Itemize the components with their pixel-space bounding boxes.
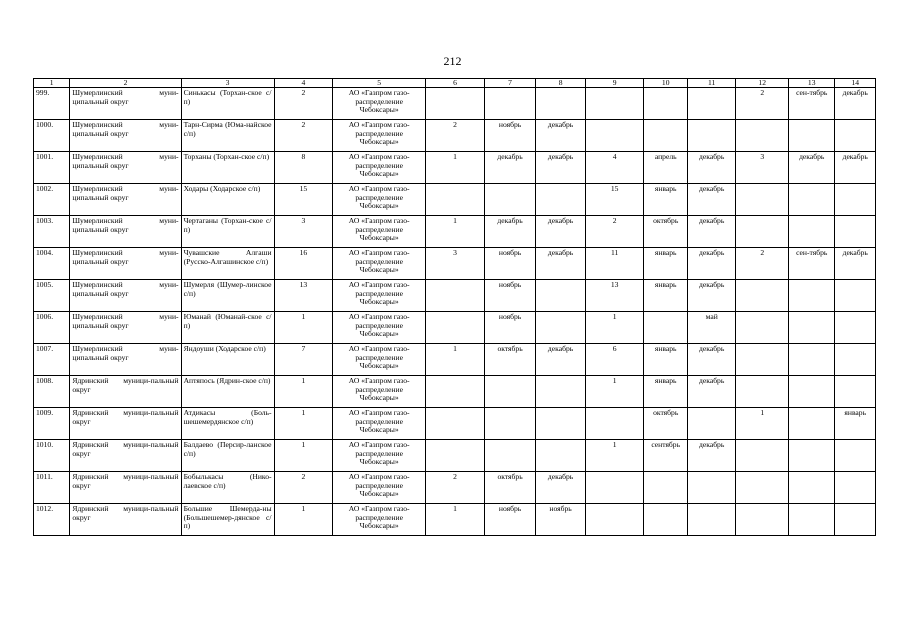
table-cell: 999. bbox=[34, 88, 70, 120]
table-cell: Ядринский муници-пальный округ bbox=[70, 472, 181, 504]
table-cell bbox=[536, 184, 586, 216]
table-cell: Шумерлинский муни-ципальный округ bbox=[70, 184, 181, 216]
table-cell: декабрь bbox=[536, 120, 586, 152]
table-cell: декабрь bbox=[788, 152, 834, 184]
table-cell: 1 bbox=[736, 408, 789, 440]
table-cell: 16 bbox=[274, 248, 333, 280]
table-cell: декабрь bbox=[484, 152, 536, 184]
table-cell: Шумерлинский муни-ципальный округ bbox=[70, 152, 181, 184]
table-cell: 3 bbox=[736, 152, 789, 184]
table-cell: 15 bbox=[274, 184, 333, 216]
table-cell: 1 bbox=[426, 504, 485, 536]
table-row bbox=[34, 216, 876, 248]
table-cell bbox=[536, 408, 586, 440]
table-cell: декабрь bbox=[687, 248, 736, 280]
table-cell: 15 bbox=[585, 184, 644, 216]
column-header: 14 bbox=[835, 79, 876, 88]
table-cell bbox=[644, 312, 687, 344]
data-table bbox=[33, 78, 876, 536]
table-cell: 13 bbox=[274, 280, 333, 312]
table-cell: АО «Газпром газо-распределение Чебоксары» bbox=[333, 120, 426, 152]
table-cell: 1 bbox=[274, 312, 333, 344]
table-row bbox=[34, 408, 876, 440]
table-cell: АО «Газпром газо-распределение Чебоксары» bbox=[333, 280, 426, 312]
table-cell: АО «Газпром газо-распределение Чебоксары» bbox=[333, 248, 426, 280]
table-cell bbox=[736, 120, 789, 152]
table-cell: Бобылькасы (Нико-лаевское с/п) bbox=[181, 472, 274, 504]
table-cell: Чувашские Алгаши (Русско-Алгашинское с/п) bbox=[181, 248, 274, 280]
table-cell: АО «Газпром газо-распределение Чебоксары» bbox=[333, 88, 426, 120]
table-cell bbox=[788, 504, 834, 536]
table-cell: сен-тябрь bbox=[788, 88, 834, 120]
table-cell bbox=[484, 88, 536, 120]
table-cell bbox=[835, 120, 876, 152]
table-cell: сен-тябрь bbox=[788, 248, 834, 280]
table-cell: 6 bbox=[585, 344, 644, 376]
table-cell bbox=[585, 504, 644, 536]
table-cell: декабрь bbox=[536, 344, 586, 376]
table-cell bbox=[687, 408, 736, 440]
table-cell: Шумерлинский муни-ципальный округ bbox=[70, 280, 181, 312]
table-cell bbox=[536, 440, 586, 472]
table-cell: 3 bbox=[426, 248, 485, 280]
table-cell bbox=[736, 216, 789, 248]
column-header: 12 bbox=[736, 79, 789, 88]
table-cell bbox=[687, 472, 736, 504]
table-cell: 2 bbox=[426, 120, 485, 152]
table-cell: 1001. bbox=[34, 152, 70, 184]
table-cell: АО «Газпром газо-распределение Чебоксары» bbox=[333, 312, 426, 344]
table-cell: 1 bbox=[274, 504, 333, 536]
table-cell: 2 bbox=[736, 248, 789, 280]
table-cell: 8 bbox=[274, 152, 333, 184]
table-cell bbox=[788, 280, 834, 312]
column-header: 2 bbox=[70, 79, 181, 88]
table-cell: Шумерлинский муни-ципальный округ bbox=[70, 312, 181, 344]
table-cell: Шумерлинский муни-ципальный округ bbox=[70, 344, 181, 376]
table-row bbox=[34, 152, 876, 184]
table-cell: 1 bbox=[585, 440, 644, 472]
table-cell bbox=[644, 472, 687, 504]
table-cell: 1011. bbox=[34, 472, 70, 504]
column-header: 13 bbox=[788, 79, 834, 88]
table-cell bbox=[736, 312, 789, 344]
table-cell: АО «Газпром газо-распределение Чебоксары» bbox=[333, 152, 426, 184]
table-cell: Шумерля (Шумер-линское с/п) bbox=[181, 280, 274, 312]
table-cell: 1005. bbox=[34, 280, 70, 312]
table-cell: декабрь bbox=[687, 184, 736, 216]
table-cell: 1008. bbox=[34, 376, 70, 408]
table-cell bbox=[585, 88, 644, 120]
table-cell: АО «Газпром газо-распределение Чебоксары» bbox=[333, 344, 426, 376]
table-cell: АО «Газпром газо-распределение Чебоксары» bbox=[333, 472, 426, 504]
table-cell: декабрь bbox=[484, 216, 536, 248]
table-cell: 4 bbox=[585, 152, 644, 184]
table-cell: Яндоуши (Ходарское с/п) bbox=[181, 344, 274, 376]
table-cell: АО «Газпром газо-распределение Чебоксары» bbox=[333, 184, 426, 216]
table-cell: декабрь bbox=[687, 216, 736, 248]
table-row bbox=[34, 184, 876, 216]
table-cell: декабрь bbox=[687, 440, 736, 472]
table-cell bbox=[736, 184, 789, 216]
table-body bbox=[34, 88, 876, 536]
column-header: 7 bbox=[484, 79, 536, 88]
table-cell bbox=[585, 120, 644, 152]
table-cell: 1009. bbox=[34, 408, 70, 440]
table-cell: 2 bbox=[426, 472, 485, 504]
table-cell: декабрь bbox=[835, 248, 876, 280]
table-cell bbox=[835, 216, 876, 248]
table-cell: декабрь bbox=[835, 152, 876, 184]
table-cell bbox=[426, 280, 485, 312]
table-row bbox=[34, 376, 876, 408]
table-cell: октябрь bbox=[484, 472, 536, 504]
table-cell: январь bbox=[644, 376, 687, 408]
table-cell bbox=[788, 184, 834, 216]
table-cell: ноябрь bbox=[484, 120, 536, 152]
column-header: 6 bbox=[426, 79, 485, 88]
table-cell: Шумерлинский муни-ципальный округ bbox=[70, 88, 181, 120]
table-cell: ноябрь bbox=[484, 504, 536, 536]
table-row bbox=[34, 440, 876, 472]
table-cell: май bbox=[687, 312, 736, 344]
table-cell: 13 bbox=[585, 280, 644, 312]
table-cell: ноябрь bbox=[536, 504, 586, 536]
table-cell bbox=[536, 376, 586, 408]
table-cell bbox=[835, 376, 876, 408]
table-cell: 1 bbox=[426, 152, 485, 184]
table-cell: 11 bbox=[585, 248, 644, 280]
table-cell: Атдикасы (Боль-шешемердянское с/п) bbox=[181, 408, 274, 440]
header-row bbox=[34, 79, 876, 88]
table-cell: ноябрь bbox=[484, 312, 536, 344]
table-cell: Шумерлинский муни-ципальный округ bbox=[70, 248, 181, 280]
table-cell: 1 bbox=[426, 344, 485, 376]
column-header: 1 bbox=[34, 79, 70, 88]
table-cell bbox=[835, 504, 876, 536]
table-row bbox=[34, 472, 876, 504]
table-cell: 1 bbox=[274, 376, 333, 408]
table-cell: Балдаево (Персир-ланское с/п) bbox=[181, 440, 274, 472]
table-cell: ноябрь bbox=[484, 280, 536, 312]
table-cell: Аптяпось (Ядрин-ское с/п) bbox=[181, 376, 274, 408]
table-cell bbox=[426, 440, 485, 472]
table-cell: декабрь bbox=[536, 152, 586, 184]
table-cell: январь bbox=[644, 280, 687, 312]
table-cell: декабрь bbox=[835, 88, 876, 120]
table-cell bbox=[788, 408, 834, 440]
table-cell: Торханы (Торхан-ское с/п) bbox=[181, 152, 274, 184]
column-header: 10 bbox=[644, 79, 687, 88]
table-row bbox=[34, 312, 876, 344]
table-cell bbox=[736, 440, 789, 472]
table-cell: 2 bbox=[274, 472, 333, 504]
table-cell: Шумерлинский муни-ципальный округ bbox=[70, 120, 181, 152]
table-cell: октябрь bbox=[644, 408, 687, 440]
column-header: 3 bbox=[181, 79, 274, 88]
table-cell: 3 bbox=[274, 216, 333, 248]
table-cell: Большие Шемерда-ны (Большешемер-дянское с/п) bbox=[181, 504, 274, 536]
table-cell: 1 bbox=[426, 216, 485, 248]
table-cell: Ядринский муници-пальный округ bbox=[70, 408, 181, 440]
table-cell: 7 bbox=[274, 344, 333, 376]
table-cell: 1 bbox=[585, 376, 644, 408]
table-cell: АО «Газпром газо-распределение Чебоксары» bbox=[333, 504, 426, 536]
table-cell: Ходары (Ходарское с/п) bbox=[181, 184, 274, 216]
table-cell bbox=[687, 88, 736, 120]
table-cell: 1 bbox=[274, 408, 333, 440]
table-cell: декабрь bbox=[687, 280, 736, 312]
table-cell: апрель bbox=[644, 152, 687, 184]
table-cell: Шумерлинский муни-ципальный округ bbox=[70, 216, 181, 248]
table-row bbox=[34, 280, 876, 312]
table-cell bbox=[835, 184, 876, 216]
table-cell: АО «Газпром газо-распределение Чебоксары» bbox=[333, 440, 426, 472]
table-cell bbox=[788, 312, 834, 344]
page-number: 212 bbox=[443, 54, 462, 68]
table-cell: ноябрь bbox=[484, 248, 536, 280]
table-cell: Ядринский муници-пальный округ bbox=[70, 440, 181, 472]
table-cell bbox=[536, 88, 586, 120]
table-cell bbox=[835, 472, 876, 504]
table-header bbox=[34, 79, 876, 88]
table-cell bbox=[788, 376, 834, 408]
table-cell bbox=[644, 88, 687, 120]
table-cell: декабрь bbox=[687, 376, 736, 408]
column-header: 5 bbox=[333, 79, 426, 88]
table-row bbox=[34, 248, 876, 280]
table-cell: январь bbox=[644, 344, 687, 376]
table-cell bbox=[736, 504, 789, 536]
table-cell: январь bbox=[644, 248, 687, 280]
table-cell: 1002. bbox=[34, 184, 70, 216]
column-header: 8 bbox=[536, 79, 586, 88]
table-cell: Чертаганы (Торхан-ское с/п) bbox=[181, 216, 274, 248]
table-cell bbox=[426, 312, 485, 344]
table-cell bbox=[736, 280, 789, 312]
table-cell: 1012. bbox=[34, 504, 70, 536]
table-cell bbox=[687, 504, 736, 536]
table-cell: октябрь bbox=[484, 344, 536, 376]
table-cell bbox=[484, 408, 536, 440]
table-cell bbox=[835, 280, 876, 312]
column-header: 9 bbox=[585, 79, 644, 88]
table-cell bbox=[788, 472, 834, 504]
table-cell: 1007. bbox=[34, 344, 70, 376]
table-cell bbox=[687, 120, 736, 152]
table-cell: 1000. bbox=[34, 120, 70, 152]
table-cell bbox=[788, 120, 834, 152]
column-header: 4 bbox=[274, 79, 333, 88]
table-cell: Ядринский муници-пальный округ bbox=[70, 376, 181, 408]
table-cell bbox=[426, 88, 485, 120]
table-cell bbox=[736, 376, 789, 408]
table-cell: 2 bbox=[736, 88, 789, 120]
table-cell: 2 bbox=[274, 120, 333, 152]
table-cell bbox=[835, 440, 876, 472]
table-cell bbox=[536, 312, 586, 344]
table-cell bbox=[788, 216, 834, 248]
table-cell bbox=[426, 408, 485, 440]
table-cell bbox=[484, 376, 536, 408]
table-cell: декабрь bbox=[687, 344, 736, 376]
table-cell: Юманай (Юманай-ское с/п) bbox=[181, 312, 274, 344]
table-row bbox=[34, 344, 876, 376]
table-cell: Синькасы (Торхан-ское с/п) bbox=[181, 88, 274, 120]
table-cell: январь bbox=[644, 184, 687, 216]
table-cell: октябрь bbox=[644, 216, 687, 248]
table-cell: 2 bbox=[274, 88, 333, 120]
table-cell bbox=[536, 280, 586, 312]
table-cell bbox=[426, 184, 485, 216]
table-cell bbox=[644, 504, 687, 536]
table-cell: Тарн-Сирма (Юма-найское с/п) bbox=[181, 120, 274, 152]
table-cell: 1 bbox=[585, 312, 644, 344]
table-cell bbox=[736, 472, 789, 504]
table-cell bbox=[484, 184, 536, 216]
table-cell bbox=[835, 344, 876, 376]
table-cell bbox=[736, 344, 789, 376]
table-cell bbox=[788, 440, 834, 472]
table-cell: декабрь bbox=[536, 248, 586, 280]
table-row bbox=[34, 88, 876, 120]
table-cell bbox=[585, 408, 644, 440]
table-cell: сентябрь bbox=[644, 440, 687, 472]
table-cell: декабрь bbox=[536, 216, 586, 248]
table-cell bbox=[644, 120, 687, 152]
table-cell: АО «Газпром газо-распределение Чебоксары» bbox=[333, 216, 426, 248]
table-cell bbox=[585, 472, 644, 504]
table-row bbox=[34, 504, 876, 536]
column-header: 11 bbox=[687, 79, 736, 88]
table-cell: 2 bbox=[585, 216, 644, 248]
table-cell: 1010. bbox=[34, 440, 70, 472]
table-cell: 1003. bbox=[34, 216, 70, 248]
table-cell bbox=[835, 312, 876, 344]
table-cell: 1004. bbox=[34, 248, 70, 280]
table-cell: 1006. bbox=[34, 312, 70, 344]
table-cell bbox=[788, 344, 834, 376]
table-cell: декабрь bbox=[536, 472, 586, 504]
table-cell: декабрь bbox=[687, 152, 736, 184]
table-cell: Ядринский муници-пальный округ bbox=[70, 504, 181, 536]
table-cell bbox=[484, 440, 536, 472]
table-cell: АО «Газпром газо-распределение Чебоксары» bbox=[333, 408, 426, 440]
table-cell: АО «Газпром газо-распределение Чебоксары» bbox=[333, 376, 426, 408]
table-row bbox=[34, 120, 876, 152]
table-cell: 1 bbox=[274, 440, 333, 472]
table-cell bbox=[426, 376, 485, 408]
table-cell: январь bbox=[835, 408, 876, 440]
